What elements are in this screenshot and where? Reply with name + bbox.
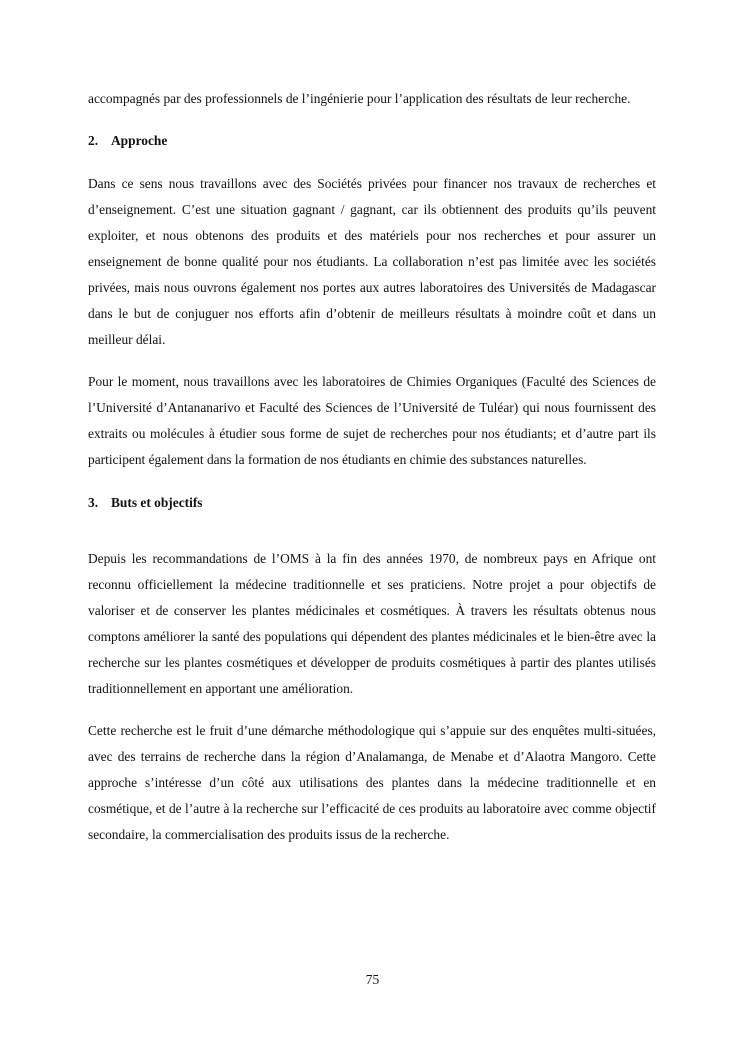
section-heading-approche: [88, 128, 656, 154]
section-heading-buts-objectifs: [88, 490, 656, 516]
approche-paragraph-2: Pour le moment, nous travaillons avec les laboratoires de Chimies Organiques (Faculté des Sciences de l’Université d’Antananarivo et Faculté des Sciences de l’Université de Tuléar) qui nous fournissent des extraits ou molécules à étudier sous forme de sujet de recherches pour nos étudiants; et d’autre part ils participent également dans la formation de nos étudiants en chimie des substances naturelles.: [88, 374, 656, 467]
approche-paragraph-1: Dans ce sens nous travaillons avec des Sociétés privées pour financer nos travaux de recherches et d’enseignement. C’est une situation gagnant / gagnant, car ils obtiennent des produits qu’ils peuvent exploiter, et nous obtenons des produits et des matériels pour nos recherches et pour assurer un enseignement de bonne qualité pour nos étudiants. La collaboration n’est pas limitée avec les sociétés privées, mais nous ouvrons également nos portes aux autres laboratoires des Universités de Madagascar dans le but de conjuguer nos efforts afin d’obtenir de meilleurs résultats à moindre coût et dans un meilleur délai.: [88, 176, 656, 347]
page-number: 75: [365, 972, 380, 987]
section-title: Buts et objectifs: [111, 495, 203, 510]
section-number: 2.: [88, 133, 99, 148]
section-title: Approche: [111, 133, 168, 148]
section-number: 3.: [88, 495, 99, 510]
buts-paragraph-2: Cette recherche est le fruit d’une démarche méthodologique qui s’appuie sur des enquêtes multi-situées, avec des terrains de recherche dans la région d’Analamanga, de Menabe et d’Alaotra Mangoro. Cette approche s’intéresse d’un côté aux utilisations des plantes dans la médecine traditionnelle et en cosmétique, et de l’autre à la recherche sur l’efficacité de ces produits au laboratoire avec comme objectif secondaire, la commercialisation des produits issus de la recherche.: [88, 723, 656, 842]
intro-paragraph: accompagnés par des professionnels de l’ingénierie pour l’application des résultats de leur recherche.: [88, 91, 631, 106]
buts-paragraph-1: Depuis les recommandations de l’OMS à la fin des années 1970, de nombreux pays en Afrique ont reconnu officiellement la médecine traditionnelle et ses praticiens. Notre projet a pour objectifs de valoriser et de conserver les plantes médicinales et cosmétiques. À travers les résultats obtenus nous comptons améliorer la santé des populations qui dépendent des plantes médicinales et le bien-être avec la recherche sur les plantes cosmétiques et développer de produits cosmétiques à partir des plantes utilisés traditionnellement en apportant une amélioration.: [88, 551, 656, 696]
page-body: [88, 86, 656, 848]
